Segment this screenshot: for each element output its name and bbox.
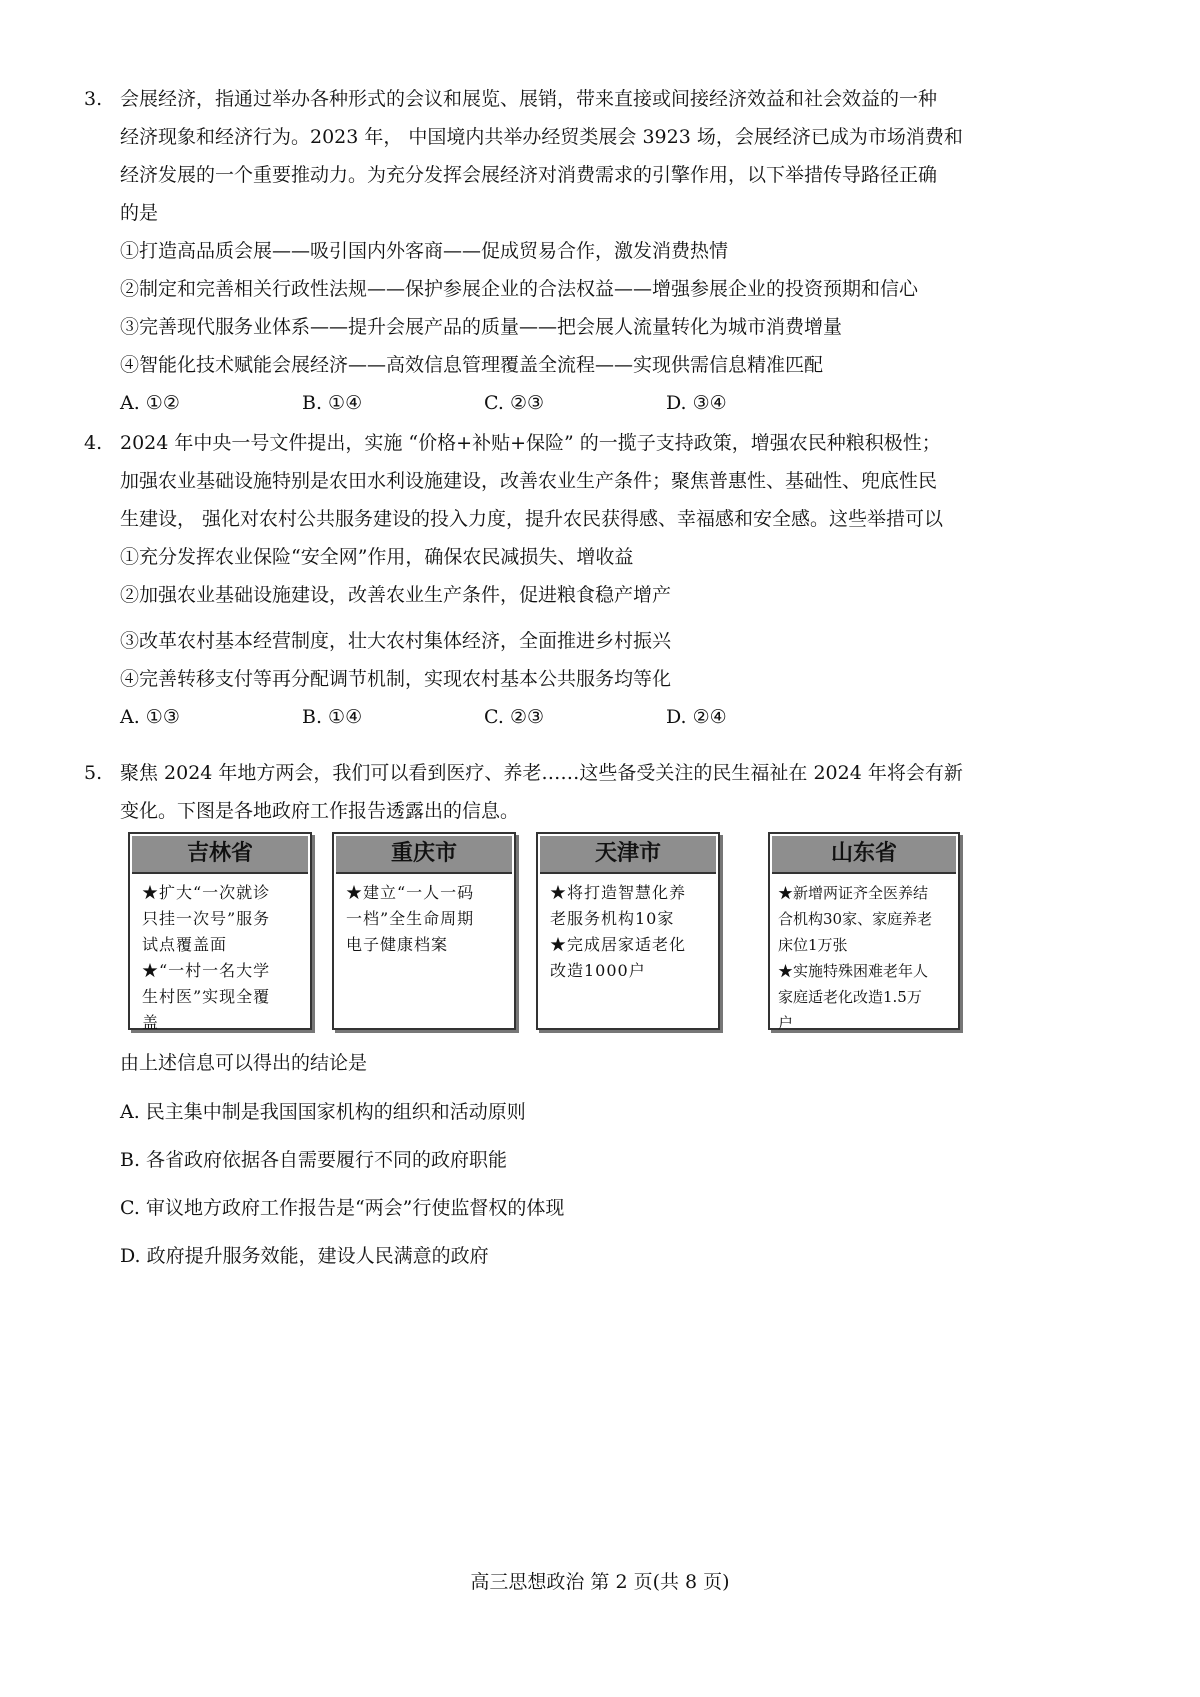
question-number: 4. xyxy=(84,432,103,454)
option-d: D. ③④ xyxy=(666,392,727,414)
question-number: 3. xyxy=(84,88,103,110)
card-shandong xyxy=(768,832,960,1030)
card-jilin xyxy=(128,832,312,1030)
stem-line: 经济现象和经济行为。2023 年， 中国境内共举办经贸类展会 3923 场，会展经济已成为市场消费和 xyxy=(120,126,963,148)
option-d: D. 政府提升服务效能，建设人民满意的政府 xyxy=(120,1245,489,1267)
question-5-stem xyxy=(84,754,1064,830)
stem-line: 2024 年中央一号文件提出，实施 “价格+补贴+保险” 的一揽子支持政策，增强农民种粮积极性； xyxy=(120,432,941,454)
conclusion-prompt: 由上述信息可以得出的结论是 xyxy=(120,1052,368,1074)
question-3 xyxy=(84,80,1064,422)
option-c: C. ②③ xyxy=(484,392,545,414)
stem-line: 经济发展的一个重要推动力。为充分发挥会展经济对消费需求的引擎作用，以下举措传导路径正确 xyxy=(120,164,938,186)
question-5-options xyxy=(84,1044,1064,1280)
card-text: ★新增两证齐全医养结 合机构30家、家庭养老 床位1万张 ★实施特殊困难老年人 家庭适老化改造1.5万 户 xyxy=(778,884,933,1032)
option-b: B. ①④ xyxy=(302,392,363,414)
item-3: ③改革农村基本经营制度，壮大农村集体经济，全面推进乡村振兴 xyxy=(120,630,672,652)
item-2: ②加强农业基础设施建设，改善农业生产条件，促进粮食稳产增产 xyxy=(120,584,672,606)
question-number: 5. xyxy=(84,762,103,784)
stem-line: 聚焦 2024 年地方两会，我们可以看到医疗、养老……这些备受关注的民生福祉在 2024 年将会有新 xyxy=(120,762,963,784)
card-chongqing xyxy=(332,832,516,1030)
stem-line: 会展经济，指通过举办各种形式的会议和展览、展销，带来直接或间接经济效益和社会效益的一种 xyxy=(120,88,938,110)
option-c: C. ②③ xyxy=(484,706,545,728)
card-title: 吉林省 xyxy=(132,836,308,874)
answer-options xyxy=(84,698,1064,736)
stem-line: 加强农业基础设施特别是农田水利设施建设，改善农业生产条件；聚焦普惠性、基础性、兜底性民 xyxy=(120,470,938,492)
card-title: 重庆市 xyxy=(336,836,512,874)
stem-line: 的是 xyxy=(120,202,159,224)
item-1: ①打造高品质会展——吸引国内外客商——促成贸易合作，激发消费热情 xyxy=(120,240,729,262)
question-3-stem xyxy=(84,80,1064,232)
item-2: ②制定和完善相关行政性法规——保护参展企业的合法权益——增强参展企业的投资预期和信心 xyxy=(120,278,919,300)
stem-line: 生建设， 强化对农村公共服务建设的投入力度，提升农民获得感、幸福感和安全感。这些举措可以 xyxy=(120,508,944,530)
option-a: A. 民主集中制是我国国家机构的组织和活动原则 xyxy=(120,1101,526,1123)
item-3: ③完善现代服务业体系——提升会展产品的质量——把会展人流量转化为城市消费增量 xyxy=(120,316,843,338)
province-info-figure xyxy=(128,832,968,1032)
stem-line: 变化。下图是各地政府工作报告透露出的信息。 xyxy=(120,800,520,822)
option-a: A. ①③ xyxy=(120,706,180,728)
card-tianjin xyxy=(536,832,720,1030)
question-4-stem xyxy=(84,424,1064,538)
option-b: B. 各省政府依据各自需要履行不同的政府职能 xyxy=(120,1149,508,1171)
card-text: ★扩大“一次就诊 只挂一次号”服务 试点覆盖面 ★“一村一名大学 生村医”实现全覆 盖 xyxy=(142,883,271,1032)
card-title: 天津市 xyxy=(540,836,716,874)
page-footer: 高三思想政治 第 2 页(共 8 页) xyxy=(470,1571,730,1593)
option-a: A. ①② xyxy=(120,392,180,414)
card-title: 山东省 xyxy=(772,836,956,874)
card-text: ★建立“一人一码 一档”全生命周期 电子健康档案 xyxy=(346,883,475,954)
item-4: ④完善转移支付等再分配调节机制，实现农村基本公共服务均等化 xyxy=(120,668,672,690)
option-d: D. ②④ xyxy=(666,706,727,728)
question-4 xyxy=(84,424,1064,736)
option-b: B. ①④ xyxy=(302,706,363,728)
option-c: C. 审议地方政府工作报告是“两会”行使监督权的体现 xyxy=(120,1197,565,1219)
item-4: ④智能化技术赋能会展经济——高效信息管理覆盖全流程——实现供需信息精准匹配 xyxy=(120,354,824,376)
question-5 xyxy=(84,754,1064,830)
card-text: ★将打造智慧化养 老服务机构10家 ★完成居家适老化 改造1000户 xyxy=(550,883,687,980)
answer-options xyxy=(84,384,1064,422)
item-1: ①充分发挥农业保险“安全网”作用，确保农民减损失、增收益 xyxy=(120,546,634,568)
